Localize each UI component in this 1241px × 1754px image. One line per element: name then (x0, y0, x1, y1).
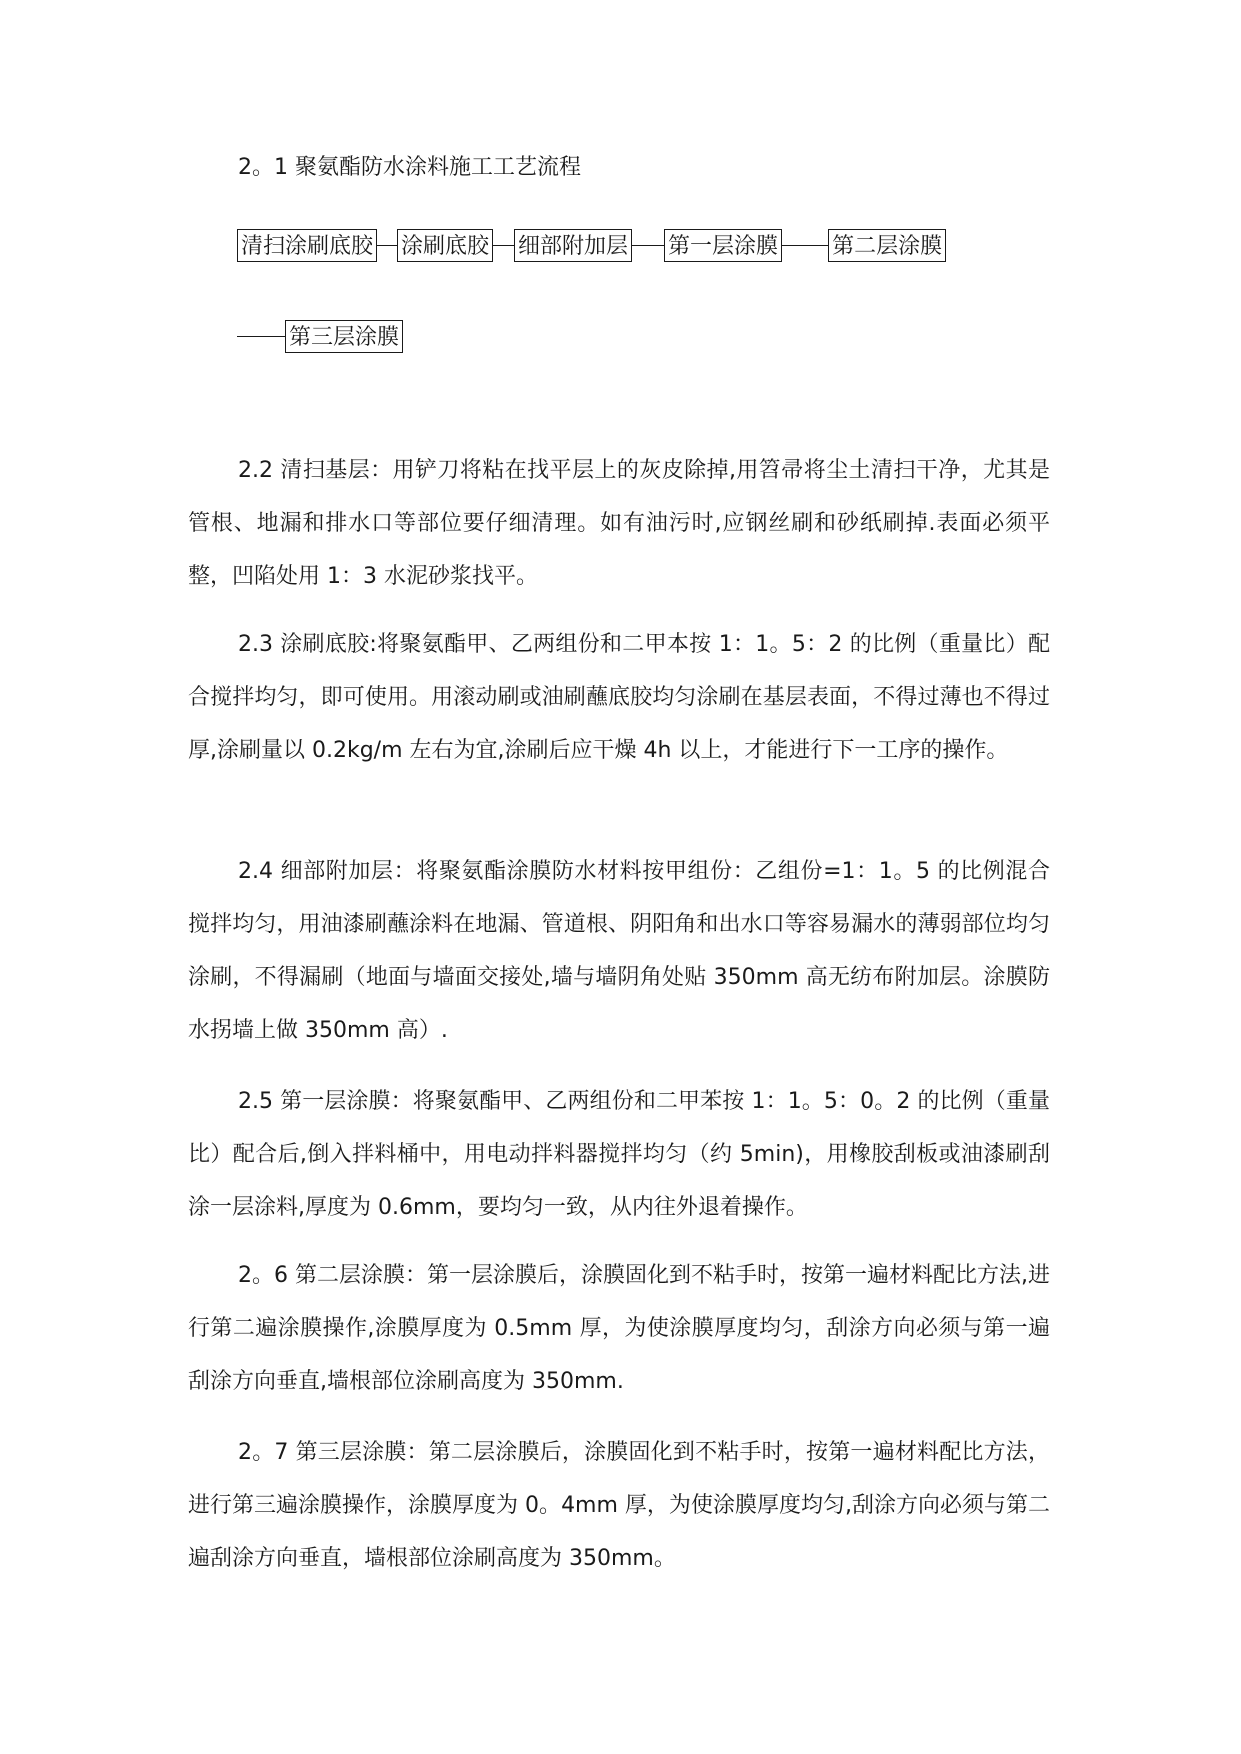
flow-connector (493, 245, 514, 246)
flow-connector (632, 245, 664, 246)
section-heading: 2。1 聚氨酯防水涂料施工工艺流程 (238, 155, 581, 180)
flow-step-apply-primer: 涂刷底胶 (397, 229, 493, 262)
paragraph-2-3-primer: 2.3 涂刷底胶:将聚氨酯甲、乙两组份和二甲本按 1：1。5：2 的比例（重量比）配合搅拌均匀，即可使用。用滚动刷或油刷蘸底胶均匀涂刷在基层表面，不得过薄也不得过厚,涂刷量以 0.2kg/m 左右为宜,涂刷后应干燥 4h 以上，才能进行下一工序的操作。 (188, 632, 1050, 763)
paragraph-2-5-first-coat: 2.5 第一层涂膜：将聚氨酯甲、乙两组份和二甲苯按 1：1。5：0。2 的比例（重量比）配合后,倒入拌料桶中，用电动拌料器搅拌均匀（约 5min)，用橡胶刮板或油漆刷刮涂一层涂料,厚度为 0.6mm，要均匀一致，从内往外退着操作。 (188, 1089, 1050, 1220)
flow-step-detail-layer: 细部附加层 (514, 229, 632, 262)
flow-connector (237, 336, 285, 337)
flow-step-first-coat: 第一层涂膜 (664, 229, 782, 262)
paragraph-2-6-second-coat: 2。6 第二层涂膜：第一层涂膜后，涂膜固化到不粘手时，按第一遍材料配比方法,进行第二遍涂膜操作,涂膜厚度为 0.5mm 厚，为使涂膜厚度均匀，刮涂方向必须与第一遍刮涂方向垂直,墙根部位涂刷高度为 350mm. (188, 1263, 1050, 1394)
paragraph-2-2-clean-base: 2.2 清扫基层：用铲刀将粘在找平层上的灰皮除掉,用笤帚将尘土清扫干净，尤其是管根、地漏和排水口等部位要仔细清理。如有油污时,应钢丝刷和砂纸刷掉.表面必须平整，凹陷处用 1：3 水泥砂浆找平。 (188, 458, 1050, 589)
paragraph-2-4-detail-layer: 2.4 细部附加层：将聚氨酯涂膜防水材料按甲组份：乙组份=1：1。5 的比例混合搅拌均匀，用油漆刷蘸涂料在地漏、管道根、阴阳角和出水口等容易漏水的薄弱部位均匀涂刷，不得漏刷（地面与墙面交接处,墙与墙阴角处贴 350mm 高无纺布附加层。涂膜防水拐墙上做 350mm 高）. (188, 859, 1050, 1043)
process-flow-row-2 (237, 318, 403, 354)
process-flow-row-1 (237, 227, 946, 263)
flow-step-third-coat: 第三层涂膜 (285, 320, 403, 353)
paragraph-2-7-third-coat: 2。7 第三层涂膜：第二层涂膜后，涂膜固化到不粘手时，按第一遍材料配比方法，进行第三遍涂膜操作，涂膜厚度为 0。4mm 厚，为使涂膜厚度均匀,刮涂方向必须与第二遍刮涂方向垂直，墙根部位涂刷高度为 350mm。 (188, 1440, 1050, 1571)
flow-step-second-coat: 第二层涂膜 (828, 229, 946, 262)
flow-connector (782, 245, 828, 246)
flow-connector (377, 245, 397, 246)
flow-step-clean-prime: 清扫涂刷底胶 (237, 229, 377, 262)
